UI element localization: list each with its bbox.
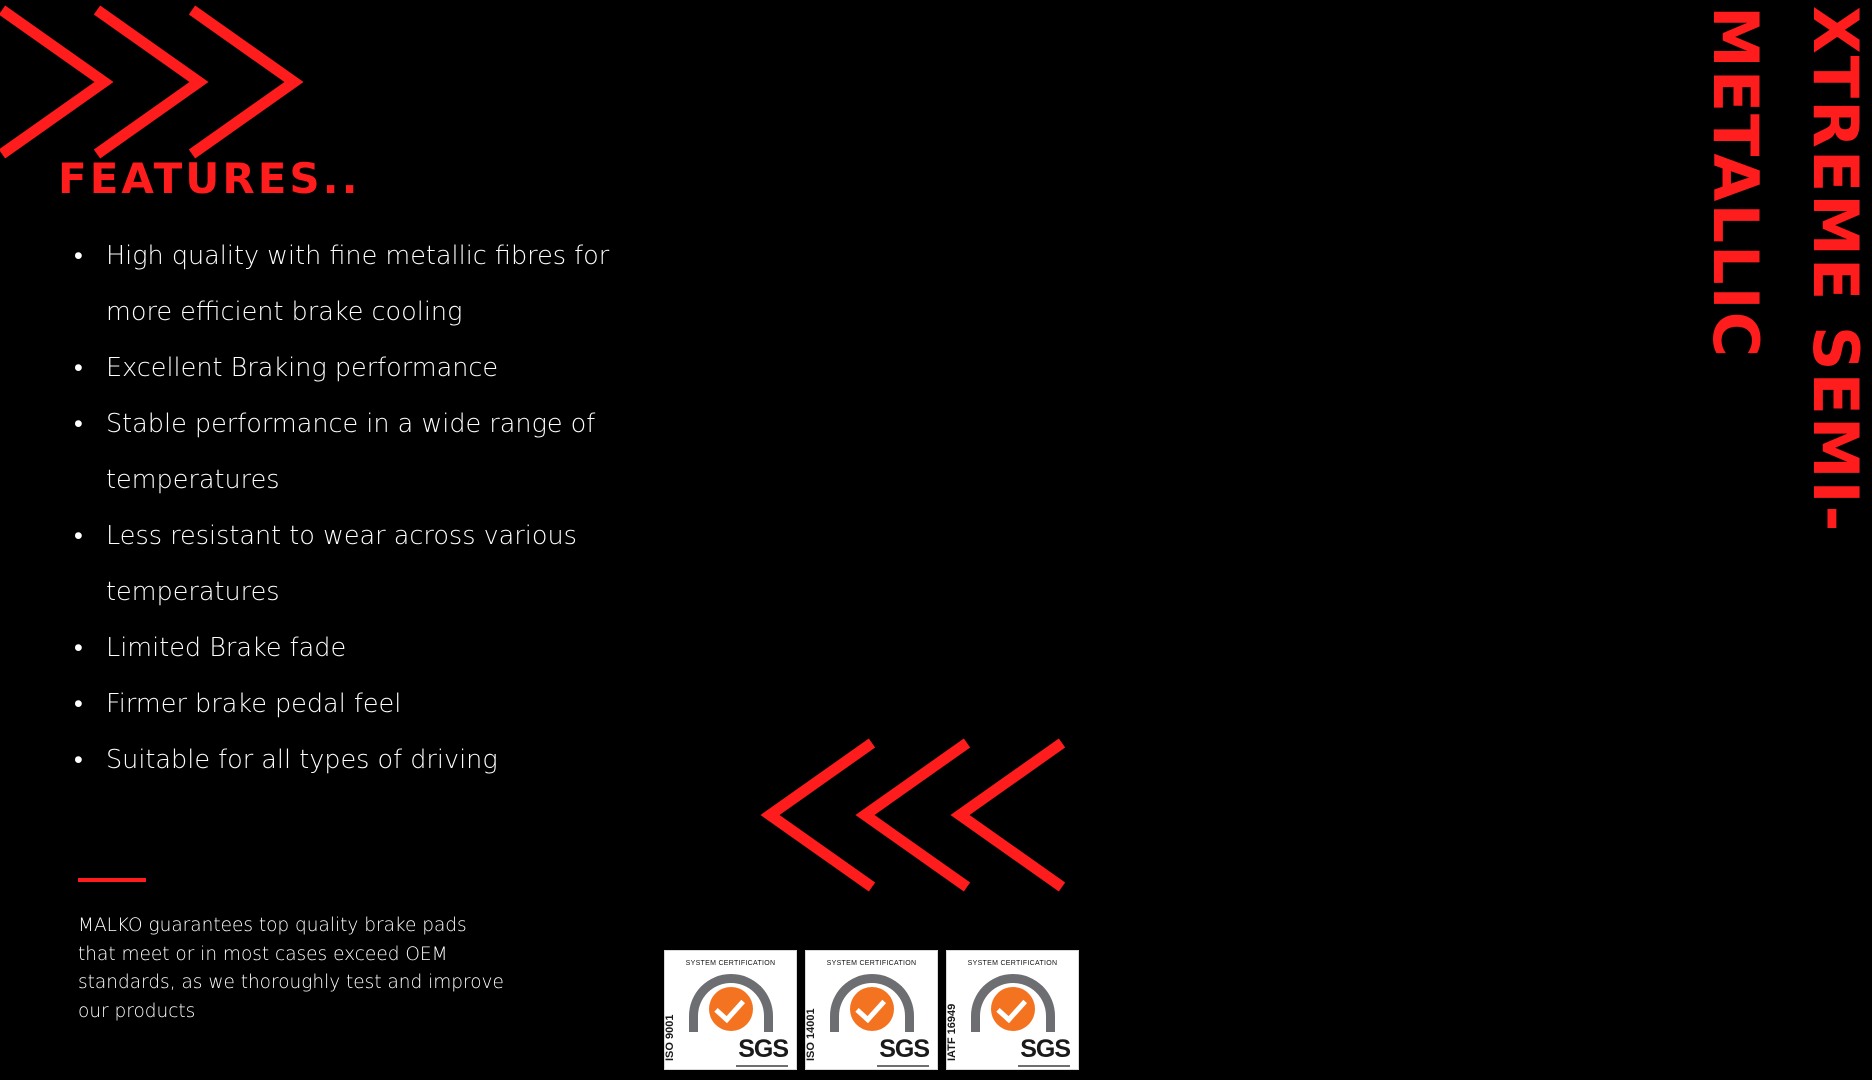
list-item-label: Excellent Braking performance: [106, 353, 499, 383]
checkmark-icon: [850, 987, 894, 1031]
bullet-icon: •: [74, 689, 83, 718]
bullet-icon: •: [74, 241, 83, 270]
bullet-icon: •: [74, 745, 83, 774]
bullet-icon: •: [74, 353, 83, 382]
list-item: [60, 676, 620, 732]
product-title-line-1: XTREME SEMI-: [1799, 6, 1872, 534]
list-item-label: Firmer brake pedal feel: [106, 689, 402, 719]
badge-standard-label: IATF 16949: [946, 1003, 958, 1061]
sgs-badge-iatf-16949: [946, 950, 1079, 1070]
list-item: [60, 340, 620, 396]
list-item: [60, 228, 620, 340]
list-item-label: High quality with fine metallic fibres for more efficient brake cooling: [106, 241, 610, 327]
features-list: [60, 228, 620, 788]
bullet-icon: •: [74, 633, 83, 662]
badge-top-label: SYSTEM CERTIFICATION: [685, 960, 776, 967]
list-item-label: Suitable for all types of driving: [106, 745, 498, 775]
badge-top-label: SYSTEM CERTIFICATION: [826, 960, 917, 967]
badge-mark-label: SGS: [1020, 1035, 1070, 1063]
list-item-label: Less resistant to wear across various temperatures: [106, 521, 577, 607]
product-title: [830, 0, 1872, 760]
page-title: FEATURES..: [58, 154, 361, 203]
list-item: [60, 508, 620, 620]
badge-top-label: SYSTEM CERTIFICATION: [967, 960, 1058, 967]
badge-standard-label: ISO 14001: [805, 1008, 817, 1061]
sgs-badge-iso-9001: [664, 950, 797, 1070]
badge-standard-label: ISO 9001: [664, 1014, 676, 1061]
chevron-right-triple-icon: [0, 2, 312, 172]
checkmark-icon: [709, 987, 753, 1031]
checkmark-icon: [991, 987, 1035, 1031]
list-item: [60, 620, 620, 676]
badge-mark-underline: [1018, 1065, 1070, 1067]
list-item-label: Stable performance in a wide range of temperatures: [106, 409, 596, 495]
certification-badges: [664, 950, 1079, 1070]
sgs-badge-iso-14001: [805, 950, 938, 1070]
product-title-line-2: METALLIC: [1699, 6, 1772, 360]
badge-mark-label: SGS: [738, 1035, 788, 1063]
list-item-label: Limited Brake fade: [106, 633, 347, 663]
list-item: [60, 732, 620, 788]
badge-mark-underline: [877, 1065, 929, 1067]
bullet-icon: •: [74, 409, 83, 438]
badge-mark-underline: [736, 1065, 788, 1067]
bullet-icon: •: [74, 521, 83, 550]
list-item: [60, 396, 620, 508]
chevron-left-triple-icon: [760, 735, 1080, 905]
divider: [78, 878, 146, 882]
badge-mark-label: SGS: [879, 1035, 929, 1063]
footnote-text: MALKO guarantees top quality brake pads that meet or in most cases exceed OEM standards, as we thoroughly test and improve our products: [78, 915, 504, 1022]
